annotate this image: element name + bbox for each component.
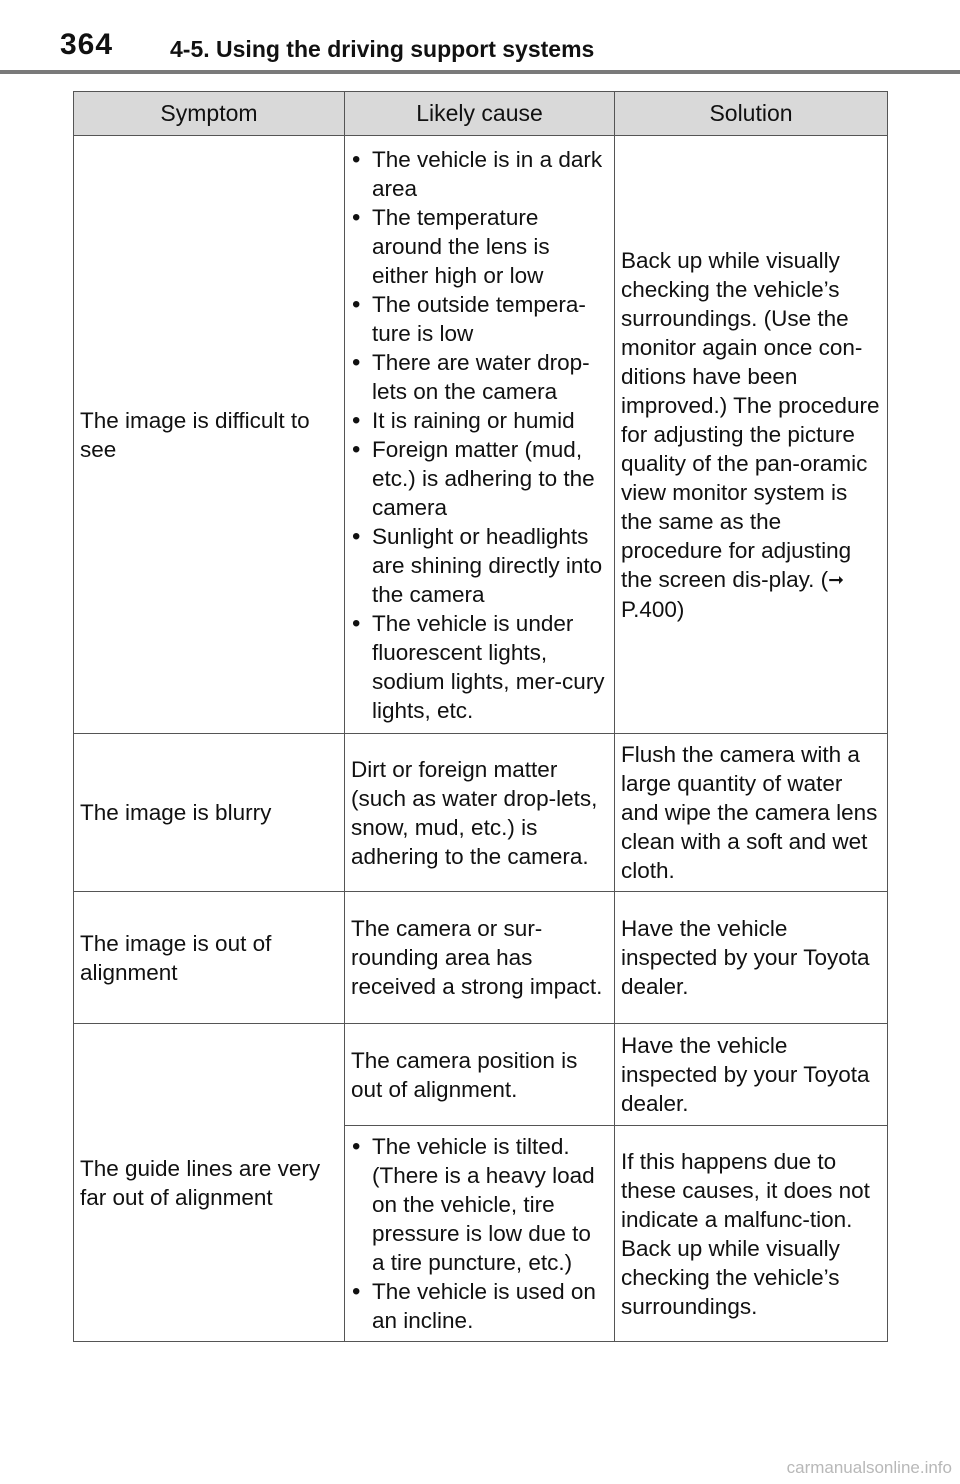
cause-cell: The camera or sur-rounding area has received a strong impact. — [345, 892, 615, 1024]
cause-cell — [345, 1126, 615, 1342]
symptom-cell: The image is out of alignment — [74, 892, 345, 1024]
solution-cell: Have the vehicle inspected by your Toyota dealer. — [615, 1024, 888, 1126]
symptom-table — [73, 91, 888, 1342]
table-header-row — [74, 92, 888, 136]
solution-text: Back up while visually checking the vehicle’s surroundings. (Use the monitor again once con-ditions have been improved.) The procedure for adjusting the picture quality of the pan-oramic view monitor system is the same as the procedure for adjusting the screen dis-play. ( — [621, 247, 880, 592]
solution-cell — [615, 136, 888, 734]
watermark: carmanualsonline.info — [786, 1458, 952, 1477]
table-row — [74, 734, 888, 892]
cause-item: • It is raining or humid — [351, 406, 608, 435]
page-reference: P.400) — [621, 596, 685, 622]
cause-item: • The outside tempera-ture is low — [351, 290, 608, 348]
solution-cell: If this happens due to these causes, it does not indicate a malfunc-tion. Back up while visually checking the vehicle’s surroundings. — [615, 1126, 888, 1342]
table-row — [74, 1024, 888, 1126]
header-rule — [0, 70, 960, 74]
cause-list — [351, 145, 608, 725]
column-header-symptom: Symptom — [74, 92, 345, 136]
cause-item: • There are water drop-lets on the camera — [351, 348, 608, 406]
cause-item: • Sunlight or headlights are shining directly into the camera — [351, 522, 608, 609]
right-arrow-icon: ➞ — [828, 569, 845, 591]
table-row — [74, 892, 888, 1024]
cause-item: • The vehicle is tilted. (There is a heavy load on the vehicle, tire pressure is low due to a tire puncture, etc.) — [351, 1132, 608, 1277]
symptom-cell: The guide lines are very far out of alignment — [74, 1024, 345, 1342]
table-row — [74, 136, 888, 734]
page-header — [0, 0, 960, 76]
cause-item: • The temperature around the lens is either high or low — [351, 203, 608, 290]
cause-item: • Foreign matter (mud, etc.) is adhering to the camera — [351, 435, 608, 522]
cause-item: • The vehicle is under fluorescent lights, sodium lights, mer-cury lights, etc. — [351, 609, 608, 725]
cause-cell: Dirt or foreign matter (such as water drop-lets, snow, mud, etc.) is adhering to the camera. — [345, 734, 615, 892]
cause-cell — [345, 136, 615, 734]
symptom-cell: The image is difficult to see — [74, 136, 345, 734]
symptom-cell: The image is blurry — [74, 734, 345, 892]
column-header-likely-cause: Likely cause — [345, 92, 615, 136]
cause-item: • The vehicle is used on an incline. — [351, 1277, 608, 1335]
cause-list — [351, 1132, 608, 1335]
section-title: 4-5. Using the driving support systems — [170, 36, 595, 62]
cause-item: • The vehicle is in a dark area — [351, 145, 608, 203]
column-header-solution: Solution — [615, 92, 888, 136]
page-number: 364 — [60, 28, 114, 61]
solution-cell: Have the vehicle inspected by your Toyota dealer. — [615, 892, 888, 1024]
solution-cell: Flush the camera with a large quantity of water and wipe the camera lens clean with a soft and wet cloth. — [615, 734, 888, 892]
cause-cell: The camera position is out of alignment. — [345, 1024, 615, 1126]
